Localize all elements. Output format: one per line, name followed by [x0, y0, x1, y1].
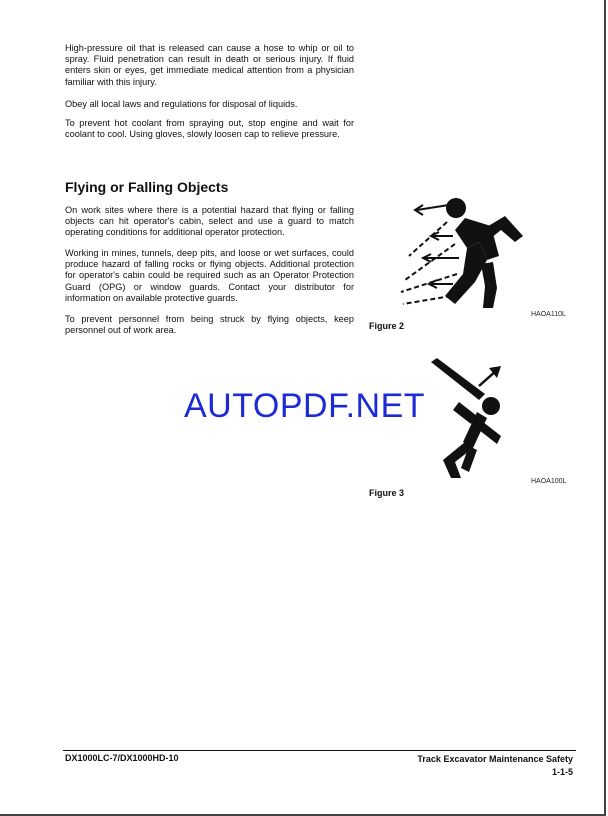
- figure-2-caption: Figure 2: [369, 321, 405, 331]
- paragraph-keep-personnel-out: To prevent personnel from being struck by flying objects, keep personnel out of work area.: [65, 314, 354, 336]
- paragraph-mines-tunnels: Working in mines, tunnels, deep pits, and loose or wet surfaces, could produce hazard of falling rocks or flying objects. Additional protection for operator's cabin could be required such as an Operator Protection Guard (OPG) or window guards. Contact your distributor for information on available protective guards.: [65, 248, 354, 303]
- section-heading: Flying or Falling Objects: [65, 179, 229, 195]
- paragraph-work-sites: On work sites where there is a potential hazard that flying or falling objects can hit operator's cabin, select and use a guard to match operating conditions for additional operator protection.: [65, 205, 354, 238]
- falling-beam-person-icon: [425, 356, 515, 481]
- paragraph-hydraulic-oil: High-pressure oil that is released can cause a hose to whip or oil to spray. Fluid penetration can result in death or serious injury. If fluid enters skin or eyes, get immediate medical attention from a physician familiar with this injury.: [65, 43, 354, 87]
- paragraph-disposal: Obey all local laws and regulations for disposal of liquids.: [65, 99, 298, 109]
- page-number: 1-1-5: [551, 767, 573, 777]
- watermark: AUTOPDF.NET: [184, 387, 426, 425]
- flying-objects-person-icon: [395, 186, 535, 316]
- figure-3-caption: Figure 3: [369, 488, 405, 498]
- figure-3-code: HAOA100L: [531, 478, 567, 485]
- figure-2-code: HAOA110L: [531, 311, 566, 318]
- footer-model: DX1000LC-7/DX1000HD-10: [65, 753, 179, 763]
- footer-divider: [63, 750, 576, 751]
- paragraph-hot-coolant: To prevent hot coolant from spraying out, stop engine and wait for coolant to cool. Using gloves, slowly loosen cap to relieve pressure.: [65, 118, 354, 140]
- footer-title: Track Excavator Maintenance Safety: [417, 754, 573, 764]
- footer-right: [417, 753, 573, 779]
